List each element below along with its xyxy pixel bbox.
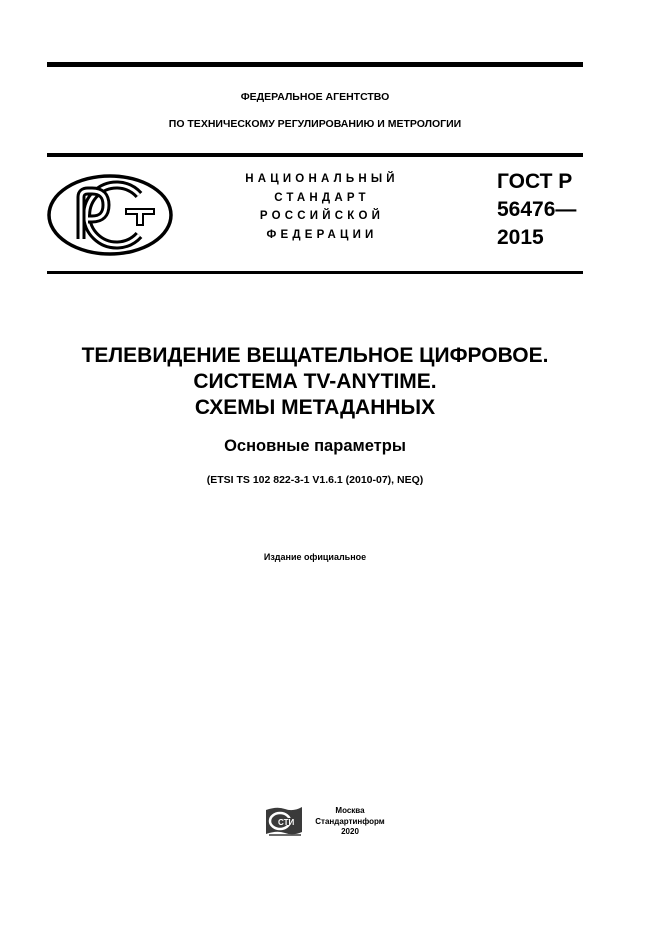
gost-line: 56476— (497, 198, 577, 221)
publisher-year: 2020 (341, 827, 359, 836)
standartinform-logo-icon (263, 804, 305, 838)
bottom-rule (47, 271, 583, 274)
title-line: ТЕЛЕВИДЕНИЕ ВЕЩАТЕЛЬНОЕ ЦИФРОВОЕ. (81, 344, 549, 367)
middle-rule (47, 153, 583, 157)
title-line: СИСТЕМА TV-ANYTIME. (193, 370, 437, 393)
agency-line-2: ПО ТЕХНИЧЕСКОМУ РЕГУЛИРОВАНИЮ И МЕТРОЛОГИИ (168, 118, 462, 130)
gost-line: ГОСТ Р (497, 170, 573, 193)
national-standard-line: ФЕДЕРАЦИИ (266, 228, 378, 241)
publisher-name: Стандартинформ (315, 816, 385, 826)
gost-line: 2015 (497, 226, 544, 249)
official-edition-label: Издание официальное (263, 552, 367, 562)
rst-gost-logo-icon (46, 173, 174, 257)
top-rule (47, 62, 583, 67)
document-subtitle: Основные параметры (224, 437, 406, 455)
gost-number (497, 168, 576, 252)
document-title (47, 343, 583, 421)
publisher-block (310, 806, 390, 838)
national-standard-label (232, 170, 412, 244)
svg-text:СТИ: СТИ (278, 818, 295, 827)
national-standard-line: НАЦИОНАЛЬНЫЙ (245, 173, 399, 185)
national-standard-line: РОССИЙСКОЙ (259, 210, 385, 222)
etsi-reference: (ETSI TS 102 822-3-1 V1.6.1 (2010-07), NEQ) (206, 474, 424, 486)
publisher-city: Москва (335, 806, 365, 815)
title-line: СХЕМЫ МЕТАДАННЫХ (194, 396, 436, 419)
national-standard-line: СТАНДАРТ (274, 191, 370, 204)
agency-line-1: ФЕДЕРАЛЬНОЕ АГЕНТСТВО (240, 91, 390, 103)
